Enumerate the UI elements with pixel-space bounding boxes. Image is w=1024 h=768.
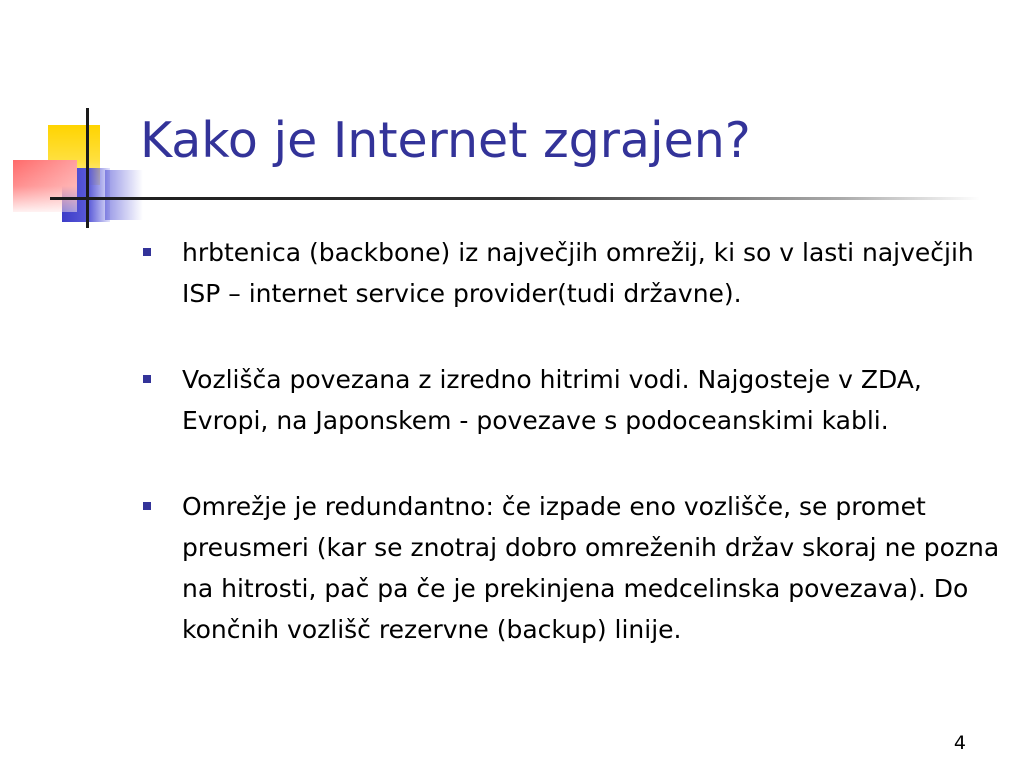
decorative-red-highlight (13, 160, 77, 212)
bullet-square-icon (143, 248, 151, 256)
bullet-text: hrbtenica (backbone) iz največjih omrežij, ki so v lasti največjih ISP – internet service provider(tudi državne). (182, 238, 974, 308)
decorative-blue-fade (105, 170, 143, 220)
slide-title: Kako je Internet zgrajen? (140, 112, 751, 169)
bullet-item-redundancy (140, 486, 1000, 650)
bullet-square-icon (143, 502, 151, 510)
bullet-item-backbone (140, 232, 1000, 314)
bullet-square-icon (143, 375, 151, 383)
bullet-text: Omrežje je redundantno: če izpade eno vozlišče, se promet preusmeri (kar se znotraj dobro omreženih držav skoraj ne pozna na hitrosti, pač pa če je prekinjena medcelinska povezava). Do končnih vozlišč rezervne (backup) linije. (182, 492, 1000, 644)
bullet-text: Vozlišča povezana z izredno hitrimi vodi. Najgosteje v ZDA, Evropi, na Japonskem - povezave s podoceanskimi kabli. (182, 365, 922, 435)
bullet-list (140, 232, 1000, 650)
page-number: 4 (953, 732, 966, 754)
bullet-item-nodes (140, 359, 1000, 441)
decorative-vertical-line (86, 108, 89, 228)
title-underline (50, 197, 980, 200)
